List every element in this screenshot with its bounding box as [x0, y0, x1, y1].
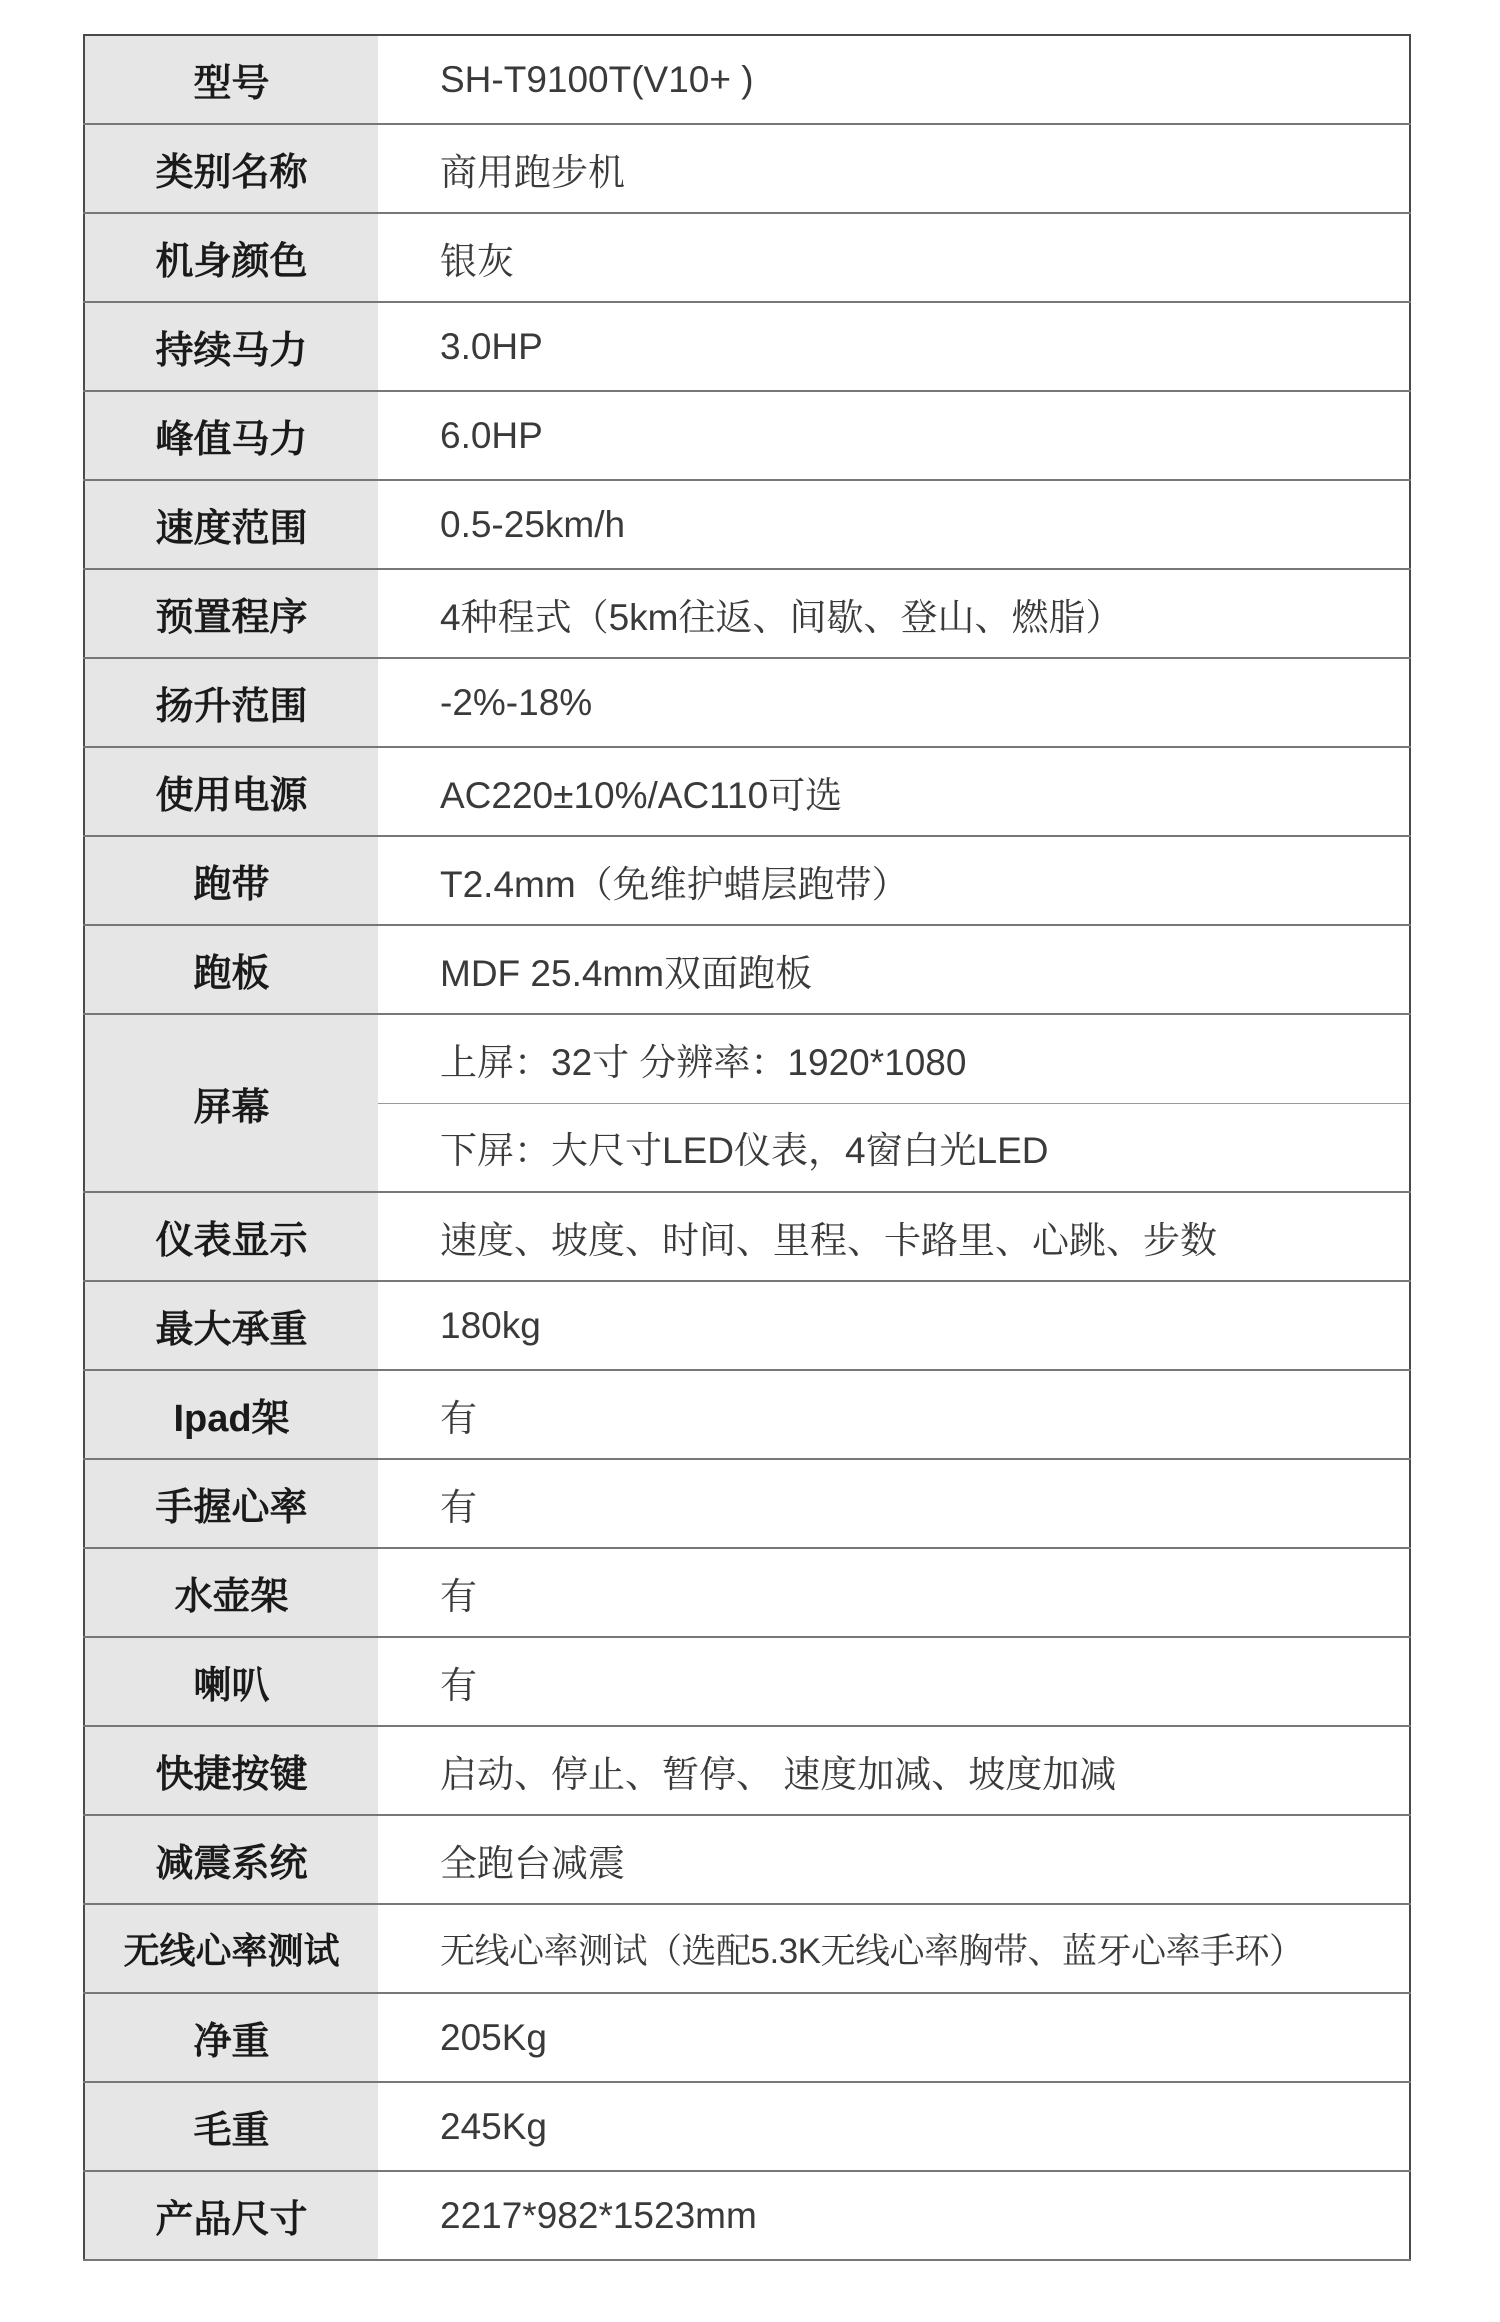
spec-label: 净重: [84, 1993, 378, 2082]
spec-value: 6.0HP: [378, 391, 1410, 480]
spec-label: 减震系统: [84, 1815, 378, 1904]
spec-row-hand-grip-heart-rate: [84, 1459, 1410, 1548]
spec-row-speed-range: [84, 480, 1410, 569]
spec-label: 喇叭: [84, 1637, 378, 1726]
spec-label: 毛重: [84, 2082, 378, 2171]
spec-row-max-load: [84, 1281, 1410, 1370]
spec-value: 205Kg: [378, 1993, 1410, 2082]
spec-value: 有: [378, 1370, 1410, 1459]
spec-row-power-supply: [84, 747, 1410, 836]
spec-value: 有: [378, 1459, 1410, 1548]
spec-row-peak-power: [84, 391, 1410, 480]
spec-value: 无线心率测试（选配5.3K无线心率胸带、蓝牙心率手环）: [378, 1904, 1410, 1993]
spec-row-gross-weight: [84, 2082, 1410, 2171]
spec-label: 预置程序: [84, 569, 378, 658]
spec-label: 机身颜色: [84, 213, 378, 302]
spec-value: 启动、停止、暂停、 速度加减、坡度加减: [378, 1726, 1410, 1815]
spec-table: [83, 34, 1411, 2261]
spec-label: 扬升范围: [84, 658, 378, 747]
spec-value-upper-screen: 上屏：32寸 分辨率：1920*1080: [378, 1014, 1410, 1103]
spec-row-speaker: [84, 1637, 1410, 1726]
spec-label: 快捷按键: [84, 1726, 378, 1815]
spec-value: MDF 25.4mm双面跑板: [378, 925, 1410, 1014]
spec-label: 产品尺寸: [84, 2171, 378, 2260]
spec-row-model: [84, 35, 1410, 124]
spec-row-color: [84, 213, 1410, 302]
spec-row-shortcut-keys: [84, 1726, 1410, 1815]
spec-row-screen: [84, 1014, 1410, 1103]
spec-label: 跑带: [84, 836, 378, 925]
spec-row-continuous-power: [84, 302, 1410, 391]
spec-label: 仪表显示: [84, 1192, 378, 1281]
spec-label: 屏幕: [84, 1014, 378, 1192]
spec-value-lower-screen: 下屏：大尺寸LED仪表，4窗白光LED: [378, 1103, 1410, 1192]
spec-row-running-belt: [84, 836, 1410, 925]
spec-label: 水壶架: [84, 1548, 378, 1637]
spec-value: 4种程式（5km往返、间歇、登山、燃脂）: [378, 569, 1410, 658]
spec-value: 速度、坡度、时间、里程、卡路里、心跳、步数: [378, 1192, 1410, 1281]
spec-row-ipad-holder: [84, 1370, 1410, 1459]
spec-value: 商用跑步机: [378, 124, 1410, 213]
spec-value: AC220±10%/AC110可选: [378, 747, 1410, 836]
spec-label: 峰值马力: [84, 391, 378, 480]
spec-label: 类别名称: [84, 124, 378, 213]
spec-value: 180kg: [378, 1281, 1410, 1370]
spec-value: 245Kg: [378, 2082, 1410, 2171]
spec-label: 手握心率: [84, 1459, 378, 1548]
spec-value: 全跑台减震: [378, 1815, 1410, 1904]
spec-row-shock-absorption: [84, 1815, 1410, 1904]
spec-label: 使用电源: [84, 747, 378, 836]
spec-row-incline-range: [84, 658, 1410, 747]
spec-value: 银灰: [378, 213, 1410, 302]
spec-row-console-display: [84, 1192, 1410, 1281]
spec-row-running-deck: [84, 925, 1410, 1014]
spec-row-product-size: [84, 2171, 1410, 2260]
spec-label: 速度范围: [84, 480, 378, 569]
spec-label: 型号: [84, 35, 378, 124]
spec-value: SH-T9100T(V10+ ): [378, 35, 1410, 124]
spec-label: 持续马力: [84, 302, 378, 391]
spec-value: 3.0HP: [378, 302, 1410, 391]
spec-value: T2.4mm（免维护蜡层跑带）: [378, 836, 1410, 925]
spec-row-category: [84, 124, 1410, 213]
spec-row-net-weight: [84, 1993, 1410, 2082]
spec-row-preset-programs: [84, 569, 1410, 658]
spec-row-wireless-heart-rate: [84, 1904, 1410, 1993]
spec-label: 最大承重: [84, 1281, 378, 1370]
spec-value: 2217*982*1523mm: [378, 2171, 1410, 2260]
spec-label: Ipad架: [84, 1370, 378, 1459]
spec-value: 有: [378, 1637, 1410, 1726]
spec-row-bottle-holder: [84, 1548, 1410, 1637]
spec-value: -2%-18%: [378, 658, 1410, 747]
spec-label: 跑板: [84, 925, 378, 1014]
spec-value: 0.5-25km/h: [378, 480, 1410, 569]
spec-value: 有: [378, 1548, 1410, 1637]
spec-label: 无线心率测试: [84, 1904, 378, 1993]
